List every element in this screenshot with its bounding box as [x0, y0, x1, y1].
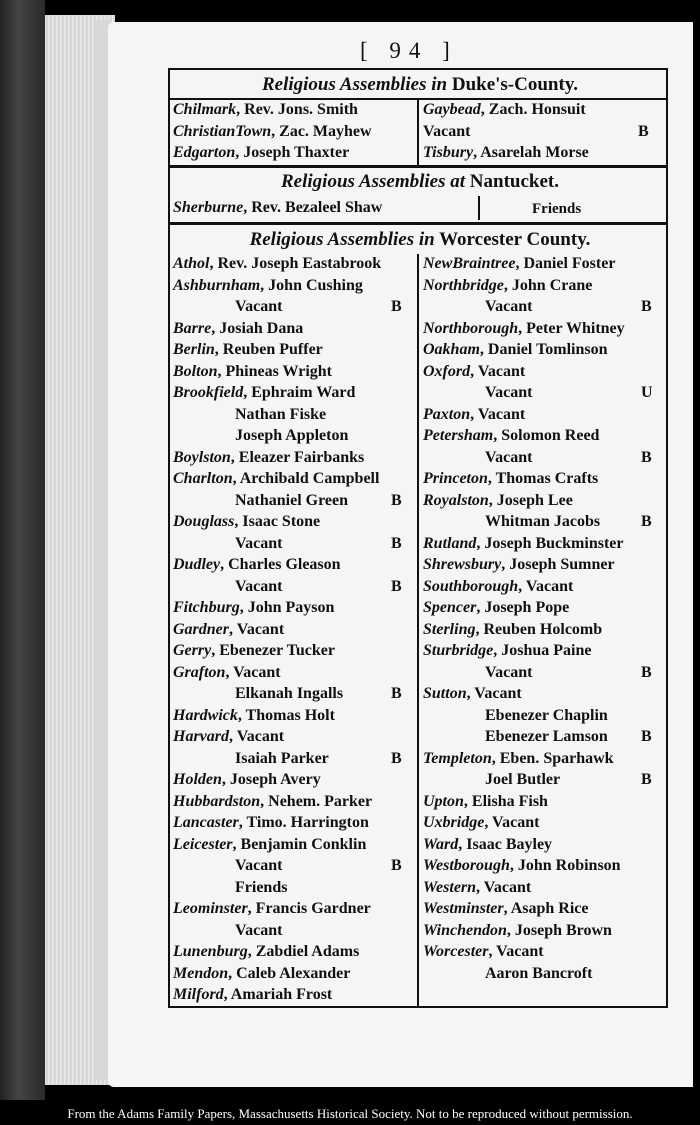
place-name: Sturbridge	[423, 642, 494, 659]
place-name: Hardwick	[173, 706, 238, 724]
entry-row	[173, 641, 415, 663]
entry-row	[423, 813, 665, 835]
denomination-mark: B	[641, 448, 652, 466]
minister-name: , Benjamin Conklin	[232, 835, 367, 853]
place-name: Berlin	[173, 341, 215, 358]
minister-name: , Vacant	[484, 814, 540, 831]
entry-row	[173, 684, 415, 706]
entry-row	[423, 555, 665, 577]
place-name: Gerry	[173, 642, 212, 659]
denomination-mark: B	[391, 298, 402, 315]
denomination-mark: U	[641, 384, 653, 401]
entry-row	[173, 942, 415, 964]
place-name: Sherburne	[173, 199, 244, 216]
minister-name: , Isaac Stone	[234, 513, 321, 530]
minister-name: , Peter Whitney	[518, 319, 625, 337]
nantucket-right-entry: Friends	[532, 201, 582, 217]
minister-name: , Vacant	[470, 362, 526, 380]
entry-row	[423, 964, 665, 986]
entry-row	[423, 641, 665, 663]
entry-row	[423, 340, 665, 362]
minister-name: , Joseph Brown	[506, 921, 612, 939]
place-name: Harvard	[173, 728, 229, 745]
place-name: Templeton	[423, 749, 492, 767]
entry-row	[173, 512, 415, 534]
entry-row	[173, 448, 415, 470]
place-name: Lunenburg	[173, 943, 248, 960]
place-name: Shrewsbury	[423, 556, 502, 573]
minister-name: , Nehem. Parker	[260, 792, 373, 810]
minister-name: , Isaac Bayley	[458, 835, 553, 853]
place-name: Edgarton	[173, 144, 236, 161]
minister-name: Aaron Bancroft	[485, 964, 593, 982]
minister-name: , Daniel Tomlinson	[479, 341, 608, 358]
dukes-left-column	[173, 100, 415, 165]
minister-name: Vacant	[235, 298, 283, 315]
minister-name: , Joseph Sumner	[501, 556, 615, 573]
minister-name: , Solomon Reed	[493, 427, 600, 444]
minister-name: , Joshua Paine	[493, 642, 592, 659]
minister-name: , Asarelah Morse	[473, 144, 589, 161]
entry-row	[423, 577, 665, 599]
minister-name: , Francis Gardner	[247, 900, 371, 917]
rule	[168, 165, 668, 168]
entry-row	[173, 856, 415, 878]
minister-name: , Caleb Alexander	[228, 964, 351, 982]
entry-row	[423, 534, 665, 556]
entry-row	[423, 276, 665, 298]
nantucket-left-entry	[173, 198, 382, 218]
entry-row	[173, 835, 415, 857]
minister-name: , Josiah Dana	[211, 319, 304, 337]
book-spine	[0, 0, 45, 1100]
entry-row	[423, 620, 665, 642]
entry-row	[423, 426, 665, 448]
place-name: Northborough	[423, 319, 519, 337]
denomination-mark: B	[391, 857, 402, 874]
minister-name: , John Crane	[503, 276, 593, 294]
place-name: NewBraintree	[423, 255, 516, 272]
place-name: Westminster	[423, 900, 504, 917]
entry-row	[423, 684, 665, 706]
entry-row	[423, 878, 665, 900]
entry-row	[173, 555, 415, 577]
dukes-heading-italic: Religious Assemblies in	[261, 74, 448, 95]
place-name: Upton	[423, 792, 464, 810]
minister-name: , Asaph Rice	[503, 900, 589, 917]
minister-name: , Daniel Foster	[515, 255, 616, 272]
entry-row	[423, 512, 665, 534]
minister-name: , Thomas Crafts	[487, 470, 599, 487]
place-name: Sutton	[423, 685, 467, 702]
denomination-mark: B	[391, 534, 402, 552]
entry-row	[173, 426, 415, 448]
denomination-mark: B	[391, 685, 402, 702]
denomination-mark: B	[391, 749, 402, 767]
place-name: Douglass	[173, 513, 235, 530]
nantucket-heading-plain: Nantucket.	[469, 171, 559, 192]
minister-name: , Elisha Fish	[463, 792, 548, 810]
place-name: Boylston	[173, 448, 231, 466]
place-name: Bolton	[173, 362, 218, 380]
entry-row	[423, 297, 665, 319]
place-name: Charlton	[173, 470, 233, 487]
entry-row	[173, 405, 415, 427]
entry-row	[173, 577, 415, 599]
entry-row	[173, 899, 415, 921]
minister-name: , Archibald Campbell	[232, 470, 380, 487]
place-name: Royalston	[423, 491, 489, 509]
worcester-heading-plain: Worcester County.	[439, 229, 591, 250]
minister-name: , Vacant	[476, 878, 532, 896]
denomination-mark: B	[391, 577, 402, 595]
minister-name: , Zach. Honsuit	[480, 101, 586, 118]
entry-row	[173, 297, 415, 319]
place-name: Leicester	[173, 835, 233, 853]
minister-name: , Vacant	[229, 728, 285, 745]
entry-row	[423, 254, 665, 276]
minister-name: , Rev. Joseph Eastabrook	[209, 255, 382, 272]
minister-name: Vacant	[485, 384, 533, 401]
minister-name: , John Robinson	[509, 857, 621, 874]
place-name: Mendon	[173, 964, 229, 982]
worcester-right-column	[423, 254, 665, 985]
minister-name: , Timo. Harrington	[238, 814, 369, 831]
place-name: Grafton	[173, 663, 226, 681]
minister-name: Joel Butler	[485, 771, 561, 788]
place-name: Ashburnham	[173, 276, 261, 294]
place-name: Winchendon	[423, 921, 507, 939]
entry-row	[173, 813, 415, 835]
dukes-right-column	[423, 100, 663, 165]
denomination-mark: B	[391, 491, 402, 509]
place-name: Princeton	[423, 470, 488, 487]
minister-name: , Rev. Jons. Smith	[236, 101, 358, 118]
worcester-heading-italic: Religious Assemblies in	[249, 229, 435, 250]
nantucket-heading	[175, 171, 665, 193]
entry-row	[173, 921, 415, 943]
minister-name: Vacant	[423, 122, 471, 140]
entry-row	[423, 749, 665, 771]
minister-name: Nathaniel Green	[235, 491, 349, 509]
place-name: Uxbridge	[423, 814, 485, 831]
place-name: Westborough	[423, 857, 510, 874]
entry-row	[423, 122, 663, 144]
minister-name: Vacant	[485, 448, 533, 466]
minister-name: Vacant	[235, 857, 283, 874]
minister-name: , Reuben Holcomb	[475, 620, 603, 638]
entry-row	[423, 405, 665, 427]
place-name: Athol	[173, 255, 210, 272]
denomination-mark: B	[641, 728, 652, 745]
minister-name: , Vacant	[470, 405, 526, 423]
minister-name: Elkanah Ingalls	[235, 685, 344, 702]
entry-row	[173, 122, 415, 144]
entry-row	[423, 770, 665, 792]
denomination-mark: B	[641, 513, 652, 530]
entry-row	[173, 319, 415, 341]
worcester-left-column	[173, 254, 415, 1007]
entry-row	[173, 964, 415, 986]
minister-name: , Amariah Frost	[223, 986, 333, 1003]
place-name: Oxford	[423, 362, 471, 380]
minister-name: , Vacant	[518, 577, 574, 595]
minister-name: Vacant	[485, 663, 533, 681]
entry-row	[173, 620, 415, 642]
minister-name: Vacant	[235, 534, 283, 552]
entry-row	[173, 383, 415, 405]
entry-row	[423, 100, 663, 122]
minister-name: , Ebenezer Tucker	[211, 642, 335, 659]
minister-name: , Vacant	[488, 943, 544, 960]
place-name: Western	[423, 878, 477, 896]
entry-row	[173, 985, 415, 1007]
entry-row	[423, 362, 665, 384]
entry-row	[423, 383, 665, 405]
minister-name: , Phineas Wright	[217, 362, 333, 380]
place-name: Leominster	[173, 900, 248, 917]
entry-row	[173, 792, 415, 814]
place-name: Fitchburg	[173, 599, 240, 616]
minister-name: , Joseph Lee	[488, 491, 573, 509]
worcester-heading	[175, 229, 665, 251]
place-name: Holden	[173, 771, 222, 788]
place-name: Southborough	[423, 577, 519, 595]
minister-name: Isaiah Parker	[235, 749, 329, 767]
denomination-mark: B	[638, 122, 649, 140]
entry-row	[173, 276, 415, 298]
dukes-heading	[175, 74, 665, 96]
entry-row	[173, 100, 415, 122]
entry-row	[173, 598, 415, 620]
place-name: Gaybead	[423, 101, 481, 118]
place-name: Brookfield	[173, 384, 244, 401]
minister-name: Vacant	[235, 577, 283, 595]
rule	[168, 222, 668, 225]
place-name: Rutland	[423, 534, 477, 552]
minister-name: , Zabdiel Adams	[247, 943, 360, 960]
place-name: Ward	[423, 835, 459, 853]
minister-name: , Vacant	[225, 663, 281, 681]
place-name: Tisbury	[423, 144, 474, 161]
entry-row	[423, 921, 665, 943]
entry-row	[423, 448, 665, 470]
minister-name: , Joseph Thaxter	[235, 144, 350, 161]
denomination-mark: B	[641, 771, 652, 788]
entry-row	[173, 749, 415, 771]
minister-name: , Vacant	[229, 620, 285, 638]
minister-name: Joseph Appleton	[235, 427, 349, 444]
entry-row	[173, 534, 415, 556]
minister-name: Vacant	[485, 298, 533, 315]
entry-row	[423, 706, 665, 728]
entry-row	[423, 319, 665, 341]
place-name: Milford	[173, 986, 224, 1003]
minister-name: , Joseph Avery	[221, 771, 321, 788]
place-name: Lancaster	[173, 814, 239, 831]
place-name: Barre	[173, 319, 212, 337]
place-name: Oakham	[423, 341, 480, 358]
place-name: Paxton	[423, 405, 471, 423]
entry-row	[173, 770, 415, 792]
minister-name: , Rev. Bezaleel Shaw	[243, 199, 383, 216]
column-divider	[478, 196, 480, 220]
entry-row	[173, 491, 415, 513]
minister-name: , John Payson	[239, 599, 335, 616]
minister-name: , Thomas Holt	[237, 706, 335, 724]
place-name: Petersham	[423, 427, 494, 444]
entry-row	[173, 469, 415, 491]
minister-name: Ebenezer Chaplin	[485, 706, 608, 724]
minister-name: , Joseph Buckminster	[476, 534, 624, 552]
place-name: Spencer	[423, 599, 477, 616]
place-name: ChristianTown	[173, 122, 272, 140]
place-name: Sterling	[423, 620, 476, 638]
entry-row	[423, 727, 665, 749]
entry-row	[423, 792, 665, 814]
entry-row	[173, 706, 415, 728]
entry-row	[173, 727, 415, 749]
minister-name: , Charles Gleason	[220, 556, 341, 573]
entry-row	[173, 143, 415, 165]
minister-name: Ebenezer Lamson	[485, 728, 608, 745]
place-name: Northbridge	[423, 276, 504, 294]
minister-name: , Reuben Puffer	[214, 341, 323, 358]
page-number: [ 94 ]	[360, 38, 458, 63]
place-name: Gardner	[173, 620, 230, 638]
minister-name: , Vacant	[466, 685, 522, 702]
entry-row	[423, 835, 665, 857]
minister-name: , Joseph Pope	[476, 599, 570, 616]
dukes-heading-plain: Duke's-County.	[451, 74, 579, 95]
entry-row	[173, 254, 415, 276]
minister-name: , John Cushing	[260, 276, 363, 294]
entry-row	[423, 143, 663, 165]
footer-credit: From the Adams Family Papers, Massachusetts Historical Society. Not to be reproduced without permission.	[67, 1106, 633, 1121]
entry-row	[423, 899, 665, 921]
column-divider	[417, 254, 419, 1006]
place-name: Hubbardston	[173, 792, 261, 810]
minister-name: , Eben. Sparhawk	[491, 749, 614, 767]
minister-name: Vacant	[235, 921, 283, 939]
denomination-mark: B	[641, 663, 652, 681]
minister-name: Friends	[235, 878, 288, 896]
minister-name: , Zac. Mayhew	[271, 122, 372, 140]
denomination-mark: B	[641, 298, 652, 315]
entry-row	[173, 340, 415, 362]
entry-row	[173, 362, 415, 384]
entry-row	[173, 878, 415, 900]
entry-row	[423, 856, 665, 878]
minister-name: , Ephraim Ward	[243, 384, 356, 401]
entry-row	[423, 663, 665, 685]
minister-name: Nathan Fiske	[235, 405, 327, 423]
place-name: Worcester	[423, 943, 489, 960]
nantucket-heading-italic: Religious Assemblies at	[281, 171, 466, 192]
column-divider	[417, 99, 419, 165]
place-name: Dudley	[173, 556, 221, 573]
place-name: Chilmark	[173, 101, 237, 118]
minister-name: Whitman Jacobs	[485, 513, 601, 530]
entry-row	[423, 598, 665, 620]
entry-row	[423, 942, 665, 964]
entry-row	[173, 663, 415, 685]
entry-row	[423, 491, 665, 513]
entry-row	[423, 469, 665, 491]
minister-name: , Eleazer Fairbanks	[230, 448, 365, 466]
